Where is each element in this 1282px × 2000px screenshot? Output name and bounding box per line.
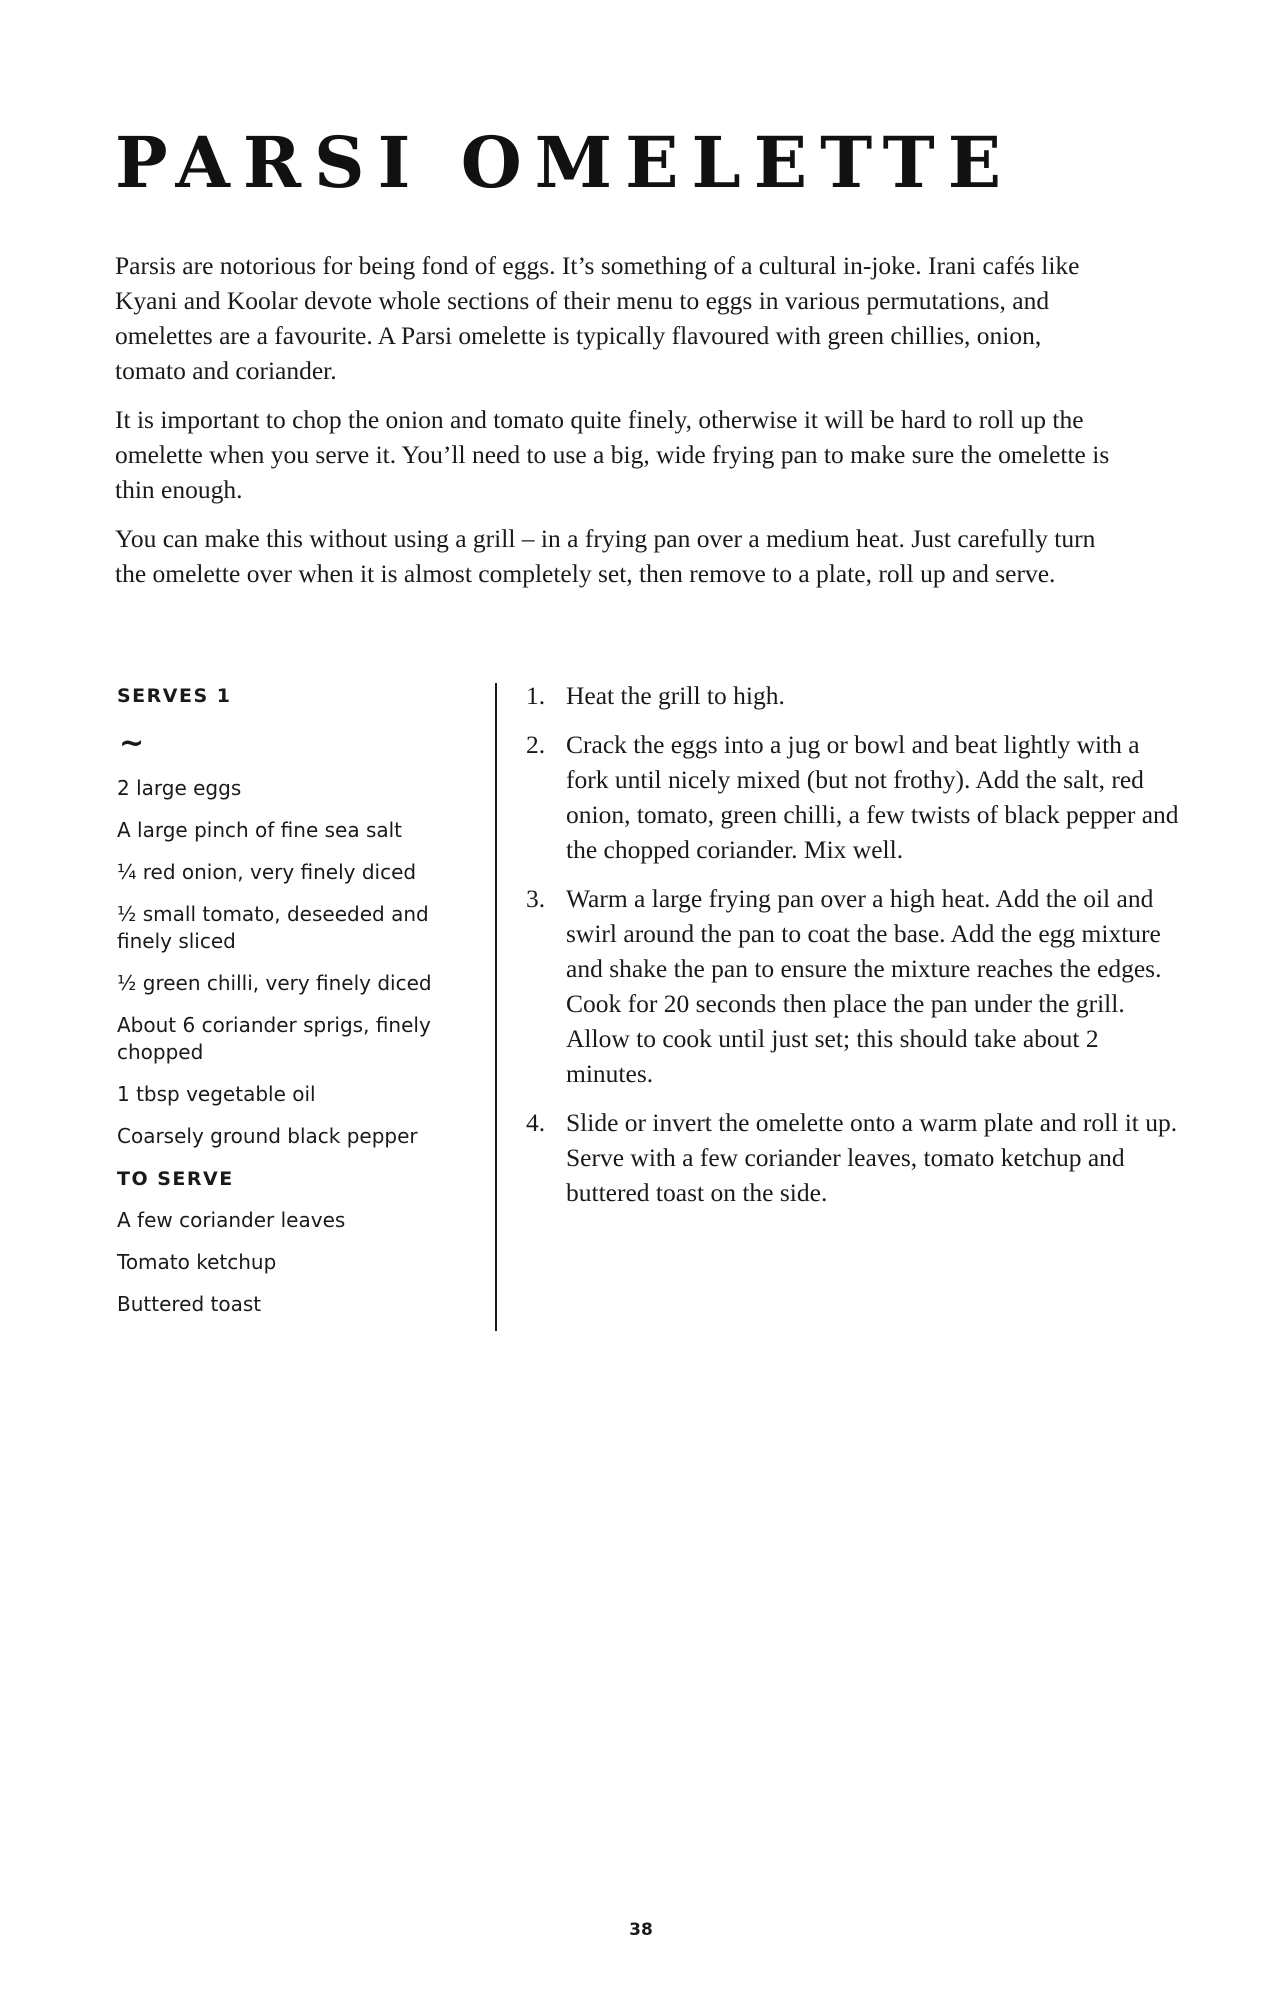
intro-paragraph: Parsis are notorious for being fond of eggs. It’s something of a cultural in-joke. Irani cafés like Kyani and Koolar devote whole sections of their menu to eggs in various permutations, and omelettes are a favourite. A Parsi omelette is typically flavoured with green chillies, onion, tomato and coriander. [115,251,1080,385]
step-text: Crack the eggs into a jug or bowl and beat lightly with a fork until nicely mixed (but not frothy). Add the salt, red onion, tomato, green chilli, a few twists of black pepper and the chopped coriander. Mix well. [566,730,1179,864]
to-serve-list [117,1207,477,1318]
method-step [520,678,1180,713]
method-step [520,727,1180,867]
step-text: Warm a large frying pan over a high heat. Add the oil and swirl around the pan to coat the base. Add the egg mixture and shake the pan to ensure the mixture reaches the edges. Cook for 20 seconds then place the pan under the grill. Allow to cook until just set; this should take about 2 minutes. [566,884,1162,1088]
to-serve-heading: TO SERVE [117,1168,234,1190]
column-divider [495,683,497,1331]
method-step [520,881,1180,1091]
intro-paragraph: It is important to chop the onion and tomato quite finely, otherwise it will be hard to roll up the omelette when you serve it. You’ll need to use a big, wide frying pan to make sure the omelette is thin enough. [115,405,1110,504]
ingredient-item: About 6 coriander sprigs, finely chopped [117,1013,431,1064]
ingredient-item: ½ green chilli, very finely diced [117,971,432,995]
to-serve-item: Tomato ketchup [117,1250,277,1274]
to-serve-item: A few coriander leaves [117,1208,346,1232]
to-serve-item: Buttered toast [117,1292,262,1316]
intro-text [115,248,1115,605]
ingredient-item: Coarsely ground black pepper [117,1124,418,1148]
step-text: Slide or invert the omelette onto a warm plate and roll it up. Serve with a few coriander leaves, tomato ketchup and buttered toast on the side. [566,1108,1178,1207]
step-text: Heat the grill to high. [566,681,785,710]
method-step [520,1105,1180,1210]
step-number: 3. [526,884,546,913]
ingredient-item: 1 tbsp vegetable oil [117,1082,316,1106]
page-number: 38 [629,1920,653,1940]
tilde-ornament: ~ [119,726,145,761]
ingredient-list [117,775,477,1150]
recipe-title: PARSI OMELETTE [115,121,1015,204]
intro-paragraph: You can make this without using a grill – in a frying pan over a medium heat. Just carefully turn the omelette over when it is almost completely set, then remove to a plate, roll up and serve. [115,524,1096,588]
ingredient-item: ¼ red onion, very finely diced [117,860,417,884]
method-steps [520,678,1180,1224]
step-number: 1. [526,681,546,710]
step-number: 2. [526,730,546,759]
ingredient-item: ½ small tomato, deseeded and finely sliced [117,902,429,953]
serves-heading: SERVES 1 [117,685,232,707]
ingredient-item: A large pinch of fine sea salt [117,818,403,842]
step-number: 4. [526,1108,546,1137]
ingredient-item: 2 large eggs [117,776,242,800]
ingredients-column [117,683,477,1333]
